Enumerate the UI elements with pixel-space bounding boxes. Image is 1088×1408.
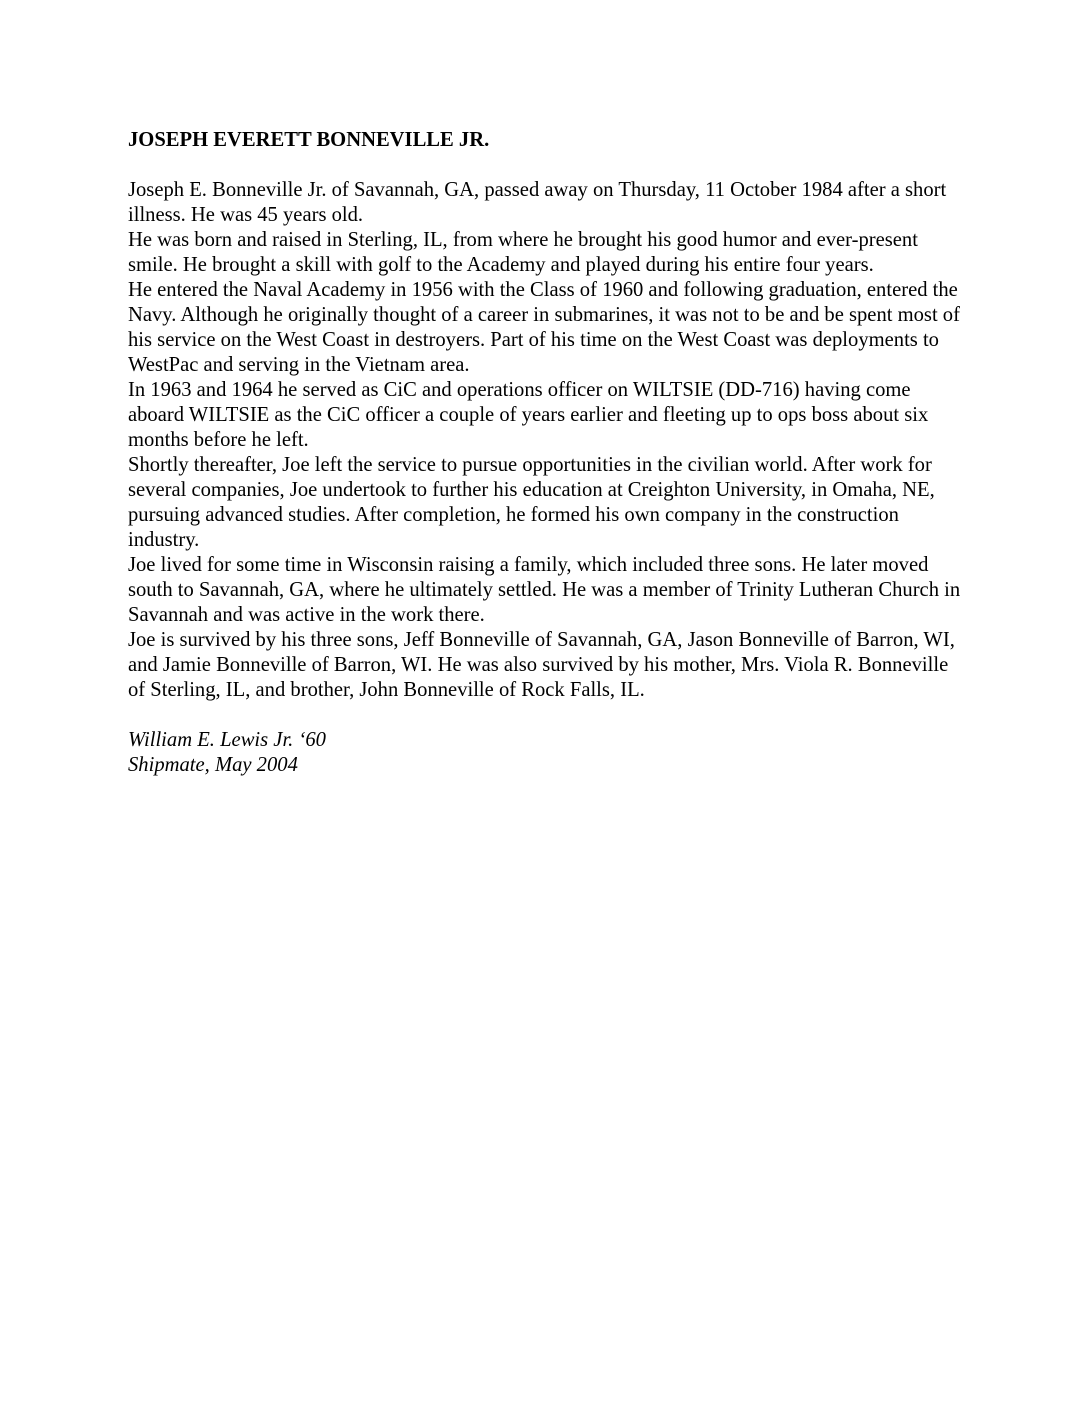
document-title: JOSEPH EVERETT BONNEVILLE JR. (128, 129, 490, 151)
signature-block (128, 728, 968, 778)
signature-source: Shipmate, May 2004 (128, 754, 298, 776)
paragraph-death-notice: Joseph E. Bonneville Jr. of Savannah, GA, passed away on Thursday, 11 October 1984 after a short illness. He was 45 years old. (128, 179, 947, 226)
paragraph-navy-career: He entered the Naval Academy in 1956 with the Class of 1960 and following graduation, entered the Navy. Although he originally thought of a career in submarines, it was not to be and be spent most of his service on the West Coast in destroyers. Part of his time on the West Coast was deployments to WestPac and serving in the Vietnam area. (128, 279, 960, 376)
paragraph-early-life: He was born and raised in Sterling, IL, from where he brought his good humor and ever-present smile. He brought a skill with golf to the Academy and played during his entire four years. (128, 229, 918, 276)
paragraph-civilian-career: Shortly thereafter, Joe left the service to pursue opportunities in the civilian world. After work for several companies, Joe undertook to further his education at Creighton University, in Omaha, NE, pursuing advanced studies. After completion, he formed his own company in the construction industry. (128, 454, 935, 551)
paragraph-wiltsie-service: In 1963 and 1964 he served as CiC and operations officer on WILTSIE (DD-716) having come aboard WILTSIE as the CiC officer a couple of years earlier and fleeting up to ops boss about six months before he left. (128, 379, 929, 451)
signature-author: William E. Lewis Jr. ‘60 (128, 729, 326, 751)
paragraph-survivors: Joe is survived by his three sons, Jeff Bonneville of Savannah, GA, Jason Bonneville of Barron, WI, and Jamie Bonneville of Barron, WI. He was also survived by his mother, Mrs. Viola R. Bonneville of Sterling, IL, and brother, John Bonneville of Rock Falls, IL. (128, 629, 955, 701)
document-body (128, 178, 968, 703)
paragraph-family-life: Joe lived for some time in Wisconsin raising a family, which included three sons. He later moved south to Savannah, GA, where he ultimately settled. He was a member of Trinity Lutheran Church in Savannah and was active in the work there. (128, 554, 961, 626)
document-content (128, 128, 968, 778)
